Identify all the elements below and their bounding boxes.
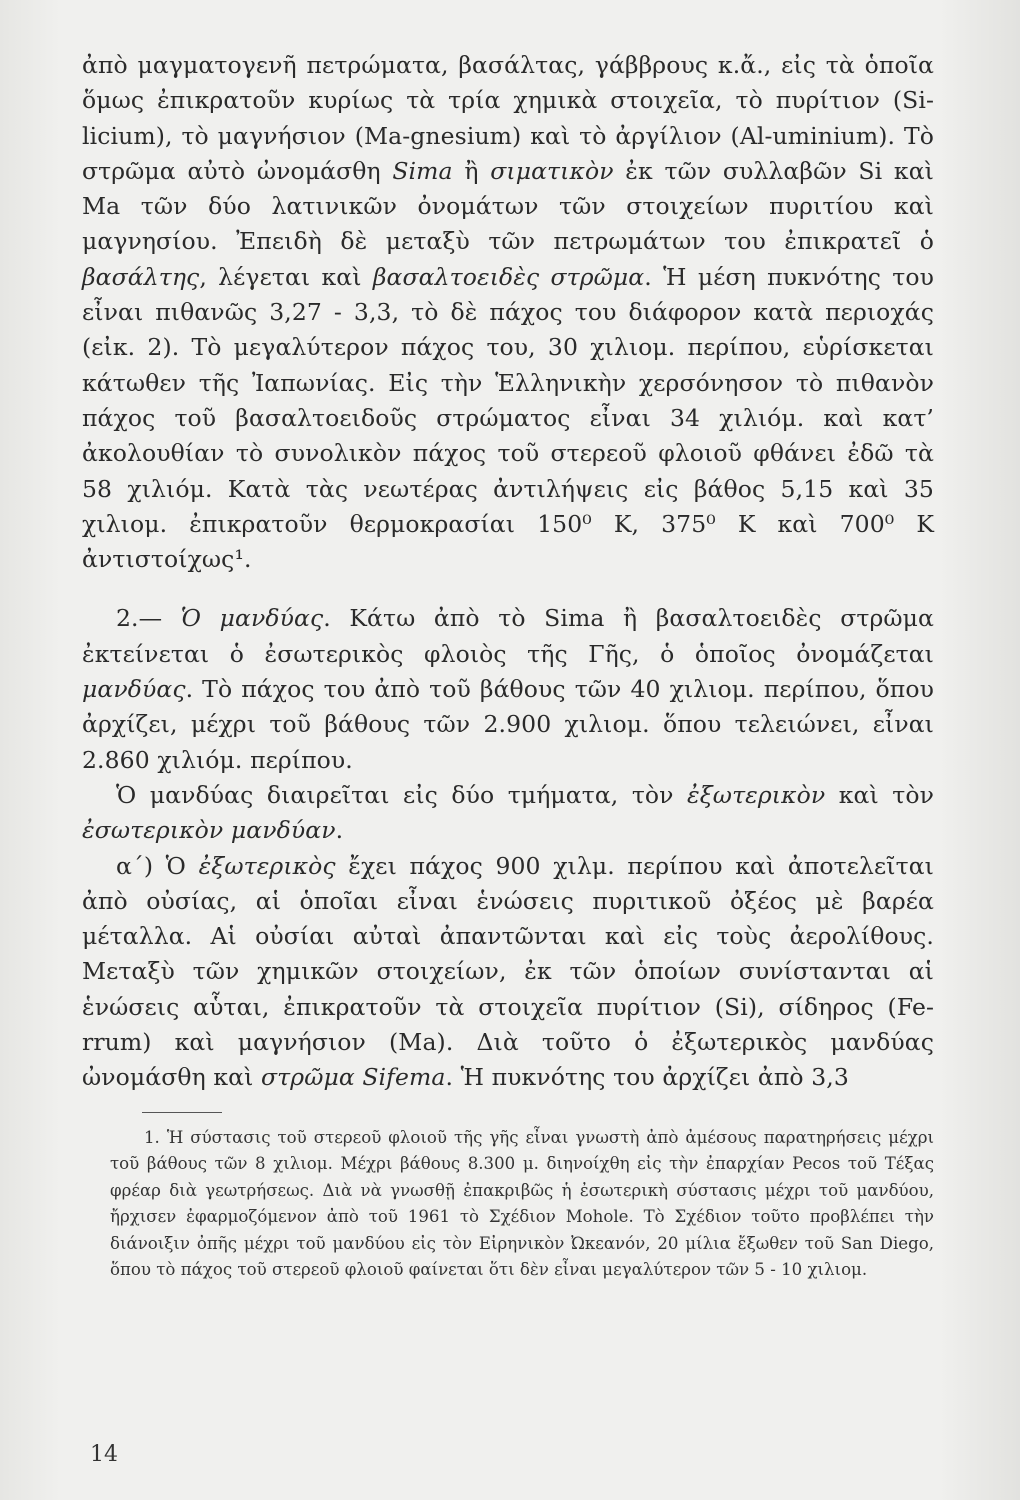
text-run: . (335, 816, 344, 845)
text-run: ἐκ τῶν συλλαβῶν Si καὶ Ma τῶν δύο λατινικῶν ὀνομάτων τῶν στοιχείων πυριτίου καὶ μαγνησίου. Ἐπειδὴ δὲ μεταξὺ τῶν πετρωμάτων του ἐπικρατεῖ ὁ (82, 156, 934, 256)
italic-term: στρῶμα Sifema (261, 1063, 446, 1092)
footnote-1: 1. Ἡ σύστασις τοῦ στερεοῦ φλοιοῦ τῆς γῆς εἶναι γνωστὴ ἀπὸ ἀμέσους παρατηρήσεις μέχρι τοῦ βάθους τῶν 8 χιλιομ. Μέχρι βάθους 8.300 μ. διηνοίχθη εἰς τὴν ἐπαρχίαν Pecos τοῦ Τέξας φρέαρ διὰ γεωτρήσεως. Διὰ νὰ γνωσθῇ ἐπακριβῶς ἡ ἐσωτερικὴ σύστασις μέχρι τοῦ μανδύου, ἤρχισεν ἐφαρμοζόμενον ἀπὸ τοῦ 1961 τὸ Σχέδιον Mohole. Τὸ Σχέδιον τοῦτο προβλέπει τὴν διάνοιξιν ὀπῆς μέχρι τοῦ μανδύου εἰς τὸν Εἰρηνικὸν Ὠκεανόν, 20 μίλια ἔξωθεν τοῦ San Diego, ὅπου τὸ πάχος τοῦ στερεοῦ φλοιοῦ φαίνεται ὅτι δὲν εἶναι μεγαλύτερον τῶν 5 - 10 χιλιομ. (110, 1128, 934, 1280)
paragraph (82, 601, 934, 777)
italic-term: βασάλτης (82, 262, 200, 291)
text-run: . Ἡ μέση πυκνότης του εἶναι πιθανῶς 3,27 - 3,3, τὸ δὲ πάχος του διάφορον κατὰ περιοχάς (εἰκ. 2). Τὸ μεγαλύτερον πάχος του, 30 χιλιομ. περίπου, εὑρίσκεται κάτωθεν τῆς Ἰαπωνίας. Εἰς τὴν Ἑλληνικὴν χερσόνησον τὸ πιθανὸν πάχος τοῦ βασαλτοειδοῦς στρώματος εἶναι 34 χιλιόμ. καὶ κατ’ ἀκολουθίαν τὸ συνολικὸν πάχος τοῦ στερεοῦ φλοιοῦ φθάνει ἐδῶ τὰ 58 χιλιόμ. Κατὰ τὰς νεωτέρας ἀντιλήψεις εἰς βάθος 5,15 καὶ 35 χιλιομ. ἐπικρατοῦν θερμοκρασίαι 150⁰ Κ, 375⁰ Κ καὶ 700⁰ Κ ἀντιστοίχως¹. (82, 262, 934, 574)
text-run: καὶ τὸν (825, 780, 935, 809)
footnote-rule (142, 1112, 222, 1113)
text-run: . Κάτω ἀπὸ τὸ Sima ἢ βασαλτοειδὲς στρῶμα ἐκτείνεται ὁ ἐσωτερικὸς φλοιὸς τῆς Γῆς, ὁ ὁποῖος ὀνομάζεται (82, 604, 934, 668)
footnotes (110, 1125, 934, 1283)
text-run: . Ἡ πυκνότης του ἀρχίζει ἀπὸ 3,3 (445, 1063, 849, 1092)
italic-term: ἐξωτερικὸν (687, 780, 826, 809)
italic-term: μανδύας (82, 675, 186, 704)
text-run: ἢ (452, 156, 491, 185)
page-number: 14 (90, 1442, 118, 1467)
text-run: 2.— (116, 604, 181, 633)
italic-term: βασαλτοειδὲς στρῶμα (372, 262, 645, 291)
text-run: , λέγεται καὶ (199, 262, 373, 291)
italic-term: Sima (392, 156, 453, 185)
text-run: . Τὸ πάχος του ἀπὸ τοῦ βάθους τῶν 40 χιλιομ. περίπου, ὅπου ἀρχίζει, μέχρι τοῦ βάθους τῶν 2.900 χιλιομ. ὅπου τελειώνει, εἶναι 2.860 χιλιόμ. περίπου. (82, 675, 934, 774)
italic-term: σιματικὸν (490, 156, 614, 185)
text-run: α´) Ὁ (116, 851, 199, 880)
text-run: ἔχει πάχος 900 χιλμ. περίπου καὶ ἀποτελεῖται ἀπὸ οὐσίας, αἱ ὁποῖαι εἶναι ἑνώσεις πυριτικοῦ ὀξέος μὲ βαρέα μέταλλα. Αἱ οὐσίαι αὐταὶ ἀπαντῶνται καὶ εἰς τοὺς ἀερολίθους. Μεταξὺ τῶν χημικῶν στοιχείων, ἐκ τῶν ὁποίων συνίστανται αἱ ἑνώσεις αὗται, ἐπικρατοῦν τὰ στοιχεῖα πυρίτιον (Si), σίδηρος (Fe-rrum) καὶ μαγνήσιον (Ma). Διὰ τοῦτο ὁ ἐξωτερικὸς μανδύας ὠνομάσθη καὶ (82, 851, 934, 1092)
italic-term: Ὁ μανδύας (180, 604, 324, 633)
text-run: Ὁ μανδύας διαιρεῖται εἰς δύο τμήματα, τὸν (116, 780, 688, 809)
paragraph (82, 849, 934, 1096)
text-run: ἀπὸ μαγματογενῆ πετρώματα, βασάλτας, γάββρους κ.ἄ., εἰς τὰ ὁποῖα ὅμως ἐπικρατοῦν κυρίως τὰ τρία χημικὰ στοιχεῖα, τὸ πυρίτιον (Si-licium), τὸ μαγνήσιον (Ma-gnesium) καὶ τὸ ἀργίλιον (Al-uminium). Τὸ στρῶμα αὐτὸ ὠνομάσθη (82, 51, 934, 185)
paragraph (82, 48, 934, 577)
main-text (82, 48, 934, 1096)
italic-term: ἐξωτερικὸς (198, 851, 336, 880)
paragraph (82, 778, 934, 849)
italic-term: ἐσωτερικὸν μανδύαν (82, 816, 336, 845)
